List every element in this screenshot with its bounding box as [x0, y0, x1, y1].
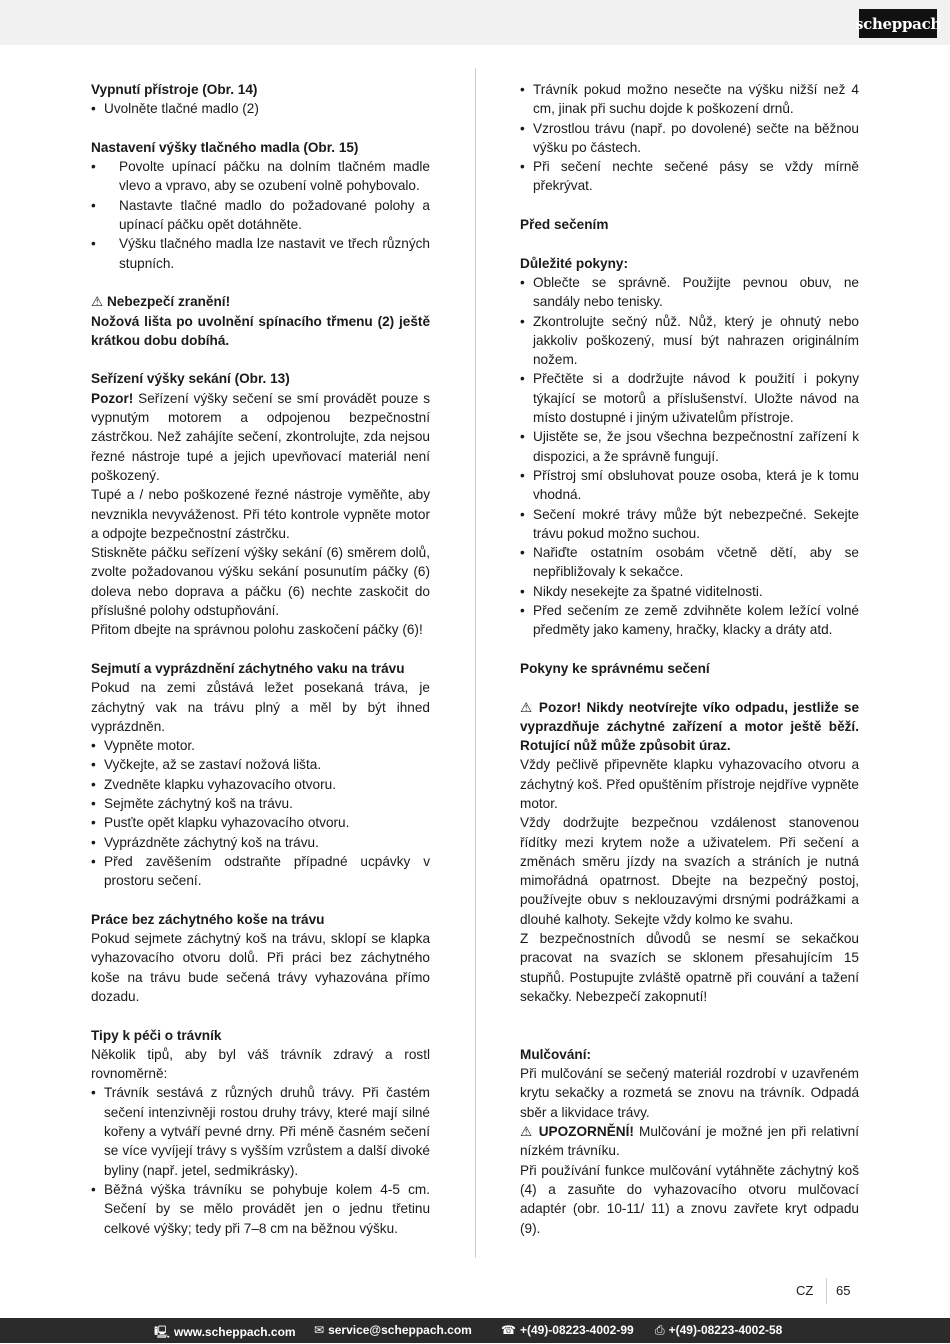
section-title: Vypnutí přístroje (Obr. 14) — [91, 82, 258, 97]
bullet-list — [91, 736, 430, 890]
list-item: • Povolte upínací páčku na dolním tlačném madle vlevo a vpravo, aby se ozubení volně pohybovalo. — [91, 157, 430, 196]
paragraph: Pokud sejmete záchytný koš na trávu, sklopí se klapka vyhazovacího otvoru dolů. Při práci bez záchytného koše na trávu bude sečená trávy vyhazována přímo dozadu. — [91, 931, 430, 1004]
section-title: Práce bez záchytného koše na trávu — [91, 911, 325, 927]
scheppach-logo: scheppach — [859, 9, 937, 38]
warning-heading: ⚠ Nebezpečí zranění! — [91, 294, 231, 310]
section-title: Důležité pokyny: — [520, 255, 629, 271]
paragraph: Pozor! Seřízení výšky sečení se smí provádět pouze s vypnutým motorem a odpojenou bezpečnostní zástrčkou. Než zahájíte sečení, zkontrolujte, zda nejsou řezné nástroje tupé a jejich upevňovací materiál není poškozený. — [91, 390, 430, 483]
bullet-list — [91, 157, 430, 273]
paragraph: Při používání funkce mulčování vytáhněte záchytný koš (4) a zasuňte do vyhazovacího otvoru mulčovací adaptér (obr. 10-11/ 11) a znovu zavřete kryt odpadu (9). — [520, 1162, 859, 1236]
notice-label: ⚠ UPOZORNĚNÍ! — [520, 1124, 634, 1140]
list-item: • Vzrostlou trávu (např. po dovolené) sečte na běžnou výšku po částech. — [520, 119, 859, 158]
list-item: • Nařiďte ostatním osobám včetně dětí, aby se nepřibližovaly k sekačce. — [520, 543, 859, 582]
list-item: • Zkontrolujte sečný nůž. Nůž, který je ohnutý nebo jakkoliv poškozený, musí být nahrazen originálním nožem. — [520, 312, 859, 370]
list-item: • Při sečení nechte sečené pásy se vždy mírně překrývat. — [520, 157, 859, 196]
list-item: • Uvolněte tlačné madlo (2) — [91, 99, 430, 118]
section-title: Nastavení výšky tlačného madla (Obr. 15) — [91, 139, 359, 155]
monitor-icon: 🖳 — [154, 1325, 171, 1339]
column-divider — [475, 68, 476, 1258]
right-column — [520, 80, 859, 1238]
section-title: Seřízení výšky sekání (Obr. 13) — [91, 371, 290, 387]
list-item: • Nikdy nesekejte za špatné viditelnosti. — [520, 582, 859, 601]
list-item: • Oblečte se správně. Použijte pevnou obuv, ne sandály nebo tenisky. — [520, 273, 859, 312]
attention-label: Pozor! — [91, 390, 134, 406]
footer-phone: ☎ +(49)-08223-4002-99 — [501, 1323, 634, 1337]
paragraph: Několik tipů, aby byl váš trávník zdravý a rostl rovnoměrně: — [91, 1046, 430, 1082]
section-title: Sejmutí a vyprázdnění záchytného vaku na trávu — [91, 660, 405, 676]
list-item: • Před sečením ze země zdvihněte kolem ležící volné předměty jako kameny, hračky, klacky a dráty atd. — [520, 601, 859, 640]
footer-email[interactable]: ✉ service@scheppach.com — [314, 1323, 472, 1337]
page-number: 65 — [836, 1283, 851, 1298]
list-item: • Přístroj smí obsluhovat pouze osoba, která je k tomu vhodná. — [520, 466, 859, 505]
section-title: Pokyny ke správnému sečení — [520, 660, 710, 676]
warning-text: Nožová lišta po uvolnění spínacího třmenu (2) ještě krátkou dobu dobíhá. — [91, 313, 430, 348]
footer-bar — [0, 1318, 950, 1343]
list-item: • Před zavěšením odstraňte případné ucpávky v prostoru sečení. — [91, 852, 430, 891]
list-item: • Sečení mokré trávy může být nebezpečné. Sekejte trávu pokud možno suchou. — [520, 505, 859, 544]
paragraph: Vždy dodržujte bezpečnou vzdálenost stanovenou řídítky mezi krytem nože a uživatelem. Při sečení a změnách směru jízdy na svazích a stráních je nutná mimořádná opatrnost. Dbejte na bezpečný postoj, používejte obuv s neklouzavými drsnými podrážkami a dlouhé kalhoty. Sekejte vždy kolmo ke svahu. — [520, 815, 859, 927]
bullet-list — [520, 273, 859, 640]
fax-icon: ⎙ — [655, 1323, 665, 1337]
language-code: CZ — [796, 1283, 814, 1298]
list-item: • Trávník sestává z různých druhů trávy. Při častém sečení intenzivněji rostou druhy trávy, které mají silné kořeny a vytváří pevné drny. Při méně časném sečení se více vyvíjejí trávy s vyšším vzrůstem a další divoké byliny (např. jetel, sedmikrásky). — [91, 1083, 430, 1179]
bullet-list — [91, 1083, 430, 1237]
list-item: • Přečtěte si a dodržujte návod k použití i pokyny týkající se motorů a příslušenství. Uložte návod na místo dostupné i jiným uživatelům přístroje. — [520, 369, 859, 427]
list-item: • Výšku tlačného madla lze nastavit ve třech různých stupních. — [91, 234, 430, 273]
list-item: • Vyčkejte, až se zastaví nožová lišta. — [91, 755, 430, 774]
paragraph: Při mulčování se sečený materiál rozdrobí v uzavřeném krytu sekačky a rozmetá se znovu na trávník. Odpadá sběr a likvidace trávy. — [520, 1066, 859, 1120]
paragraph: Tupé a / nebo poškozené řezné nástroje vyměňte, aby nevznikla nevyváženost. Při této kontrole vypněte motor a odpojte bezpečnostní zástrčku. — [91, 487, 430, 541]
envelope-icon: ✉ — [314, 1323, 325, 1337]
paragraph: Přitom dbejte na správnou polohu zaskočení páčky (6)! — [91, 622, 423, 638]
bullet-list — [520, 80, 859, 196]
list-item: • Zvedněte klapku vyhazovacího otvoru. — [91, 775, 430, 794]
section-title: Mulčování: — [520, 1046, 591, 1062]
footer-web[interactable]: 🖳 www.scheppach.com — [154, 1325, 296, 1339]
footer-fax: ⎙ +(49)-08223-4002-58 — [655, 1323, 783, 1337]
page-number-divider — [826, 1278, 827, 1304]
list-item: • Ujistěte se, že jsou všechna bezpečnostní zařízení k dispozici, a že správně fungují. — [520, 427, 859, 466]
telephone-icon: ☎ — [501, 1323, 516, 1337]
left-column — [91, 80, 430, 1238]
paragraph: Stiskněte páčku seřízení výšky sekání (6) směrem dolů, zvolte požadovanou výšku sekání posunutím páčky (6) doleva nebo doprava a páčku (6) nechte zaskočit do příslušné polohy odstupňování. — [91, 545, 430, 619]
paragraph: Pokud na zemi zůstává ležet posekaná tráva, je záchytný vak na trávu plný a měl by být ihned vyprázdněn. — [91, 680, 430, 734]
paragraph: Vždy pečlivě připevněte klapku vyhazovacího otvoru a záchytný koš. Před opuštěním přístroje nejdříve vypněte motor. — [520, 757, 859, 811]
list-item: • Sejměte záchytný koš na trávu. — [91, 794, 430, 813]
section-title: Před sečením — [520, 217, 609, 233]
list-item: • Pusťte opět klapku vyhazovacího otvoru. — [91, 813, 430, 832]
list-item: • Běžná výška trávníku se pohybuje kolem 4-5 cm. Sečení by se mělo provádět jen o jednu třetinu celkové výšky; tedy při 7–8 cm na běžnou výšku. — [91, 1180, 430, 1238]
paragraph: Z bezpečnostních důvodů se nesmí se sekačkou pracovat na svazích se sklonem přesahujícím 15 stupňů. Postupujte zvláště opatrně při couvání a tažení sekačky. Nebezpečí zakopnutí! — [520, 931, 859, 1004]
list-item: • Nastavte tlačné madlo do požadované polohy a upínací páčku opět dotáhněte. — [91, 196, 430, 235]
paragraph: ⚠ UPOZORNĚNÍ! Mulčování je možné jen při relativní nízkém trávníku. — [520, 1124, 860, 1159]
list-item: • Trávník pokud možno nesečte na výšku nižší než 4 cm, jinak při suchu dojde k poškození drnů. — [520, 80, 859, 119]
section-title: Tipy k péči o trávník — [91, 1027, 222, 1043]
bullet-list — [91, 99, 430, 118]
warning-text: ⚠ Pozor! Nikdy neotvírejte víko odpadu, jestliže se vyprazdňuje záchytné zařízení a motor ještě běží. Rotující nůž může způsobit úraz. — [520, 699, 859, 754]
header-band — [0, 0, 950, 45]
list-item: • Vypněte motor. — [91, 736, 430, 755]
list-item: • Vyprázdněte záchytný koš na trávu. — [91, 833, 430, 852]
